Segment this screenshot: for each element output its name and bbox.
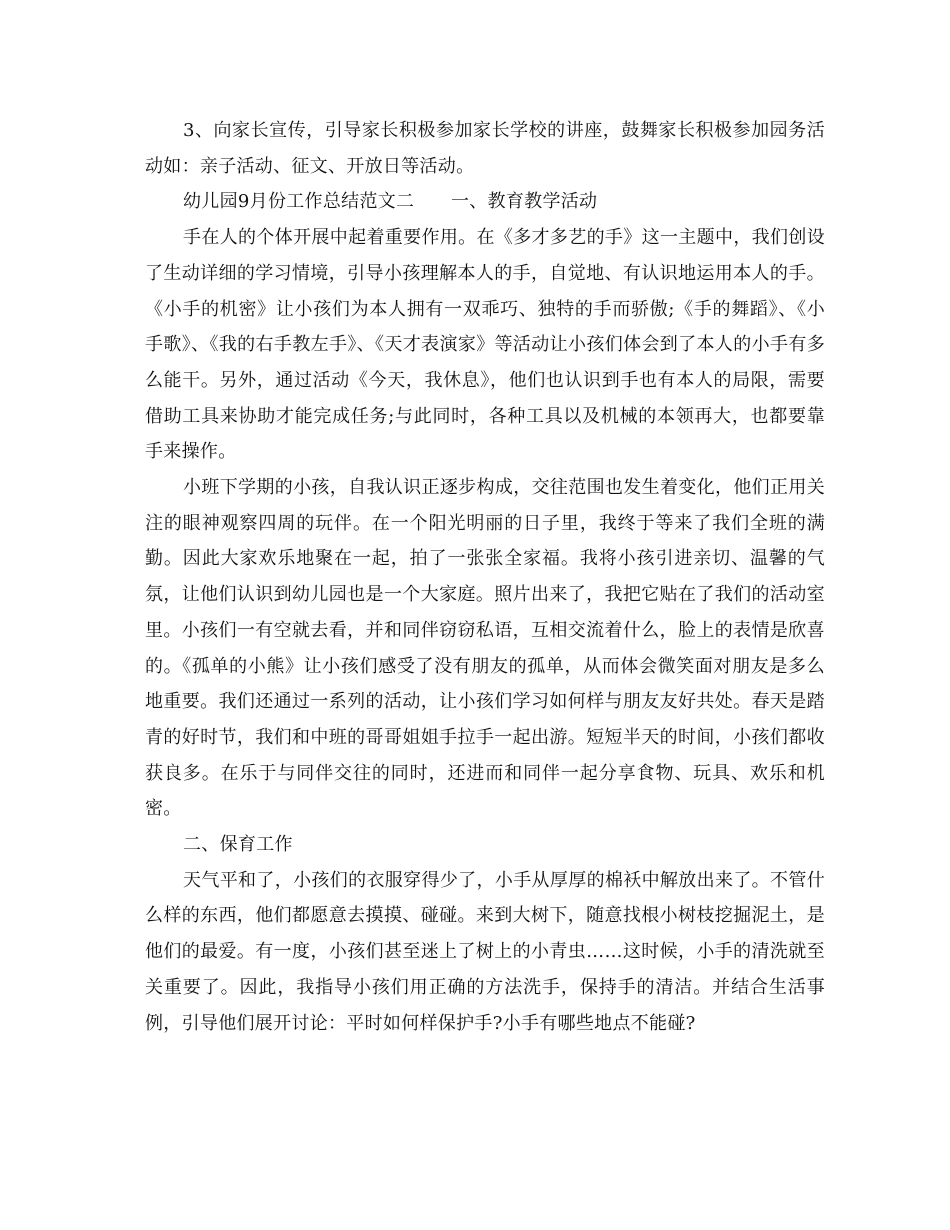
document-body — [145, 113, 825, 1041]
section-heading-summary-two: 幼儿园9月份工作总结范文二 一、教育教学活动 — [183, 191, 598, 213]
paragraph-hands-theme: 手在人的个体开展中起着重要作用。在《多才多艺的手》这一主题中，我们创设了生动详细的学习情境，引导小孩理解本人的手，自觉地、有认识地运用本人的手。《小手的机密》让小孩们为本人拥有一双乖巧、独特的手而骄傲;《手的舞蹈》、《小手歌》、《我的右手教左手》、《天才表演家》等活动让小孩们体会到了本人的小手有多么能干。另外，通过活动《今天，我休息》，他们也认识到手也有本人的局限，需要借助工具来协助才能完成任务;与此同时，各种工具以及机械的本领再大，也都要靠手来操作。 — [145, 227, 825, 463]
paragraph-hand-hygiene: 天气平和了，小孩们的衣服穿得少了，小手从厚厚的棉袄中解放出来了。不管什么样的东西，他们都愿意去摸摸、碰碰。来到大树下，随意找根小树枝挖掘泥土，是他们的最爱。有一度，小孩们甚至迷上了树上的小青虫……这时候，小手的清洗就至关重要了。因此，我指导小孩们用正确的方法洗手，保持手的清洁。并结合生活事例，引导他们展开讨论：平时如何样保护手?小手有哪些地点不能碰? — [145, 869, 825, 1034]
paragraph-parent-outreach: 3、向家长宣传，引导家长积极参加家长学校的讲座，鼓舞家长积极参加园务活动如：亲子活动、征文、开放日等活动。 — [145, 120, 825, 177]
paragraph-social-development: 小班下学期的小孩，自我认识正逐步构成，交往范围也发生着变化，他们正用关注的眼神观察四周的玩伴。在一个阳光明丽的日子里，我终于等来了我们全班的满勤。因此大家欢乐地聚在一起，拍了一张张全家福。我将小孩引进亲切、温馨的气氛，让他们认识到幼儿园也是一个大家庭。照片出来了，我把它贴在了我们的活动室里。小孩们一有空就去看，并和同伴窃窃私语，互相交流着什么，脸上的表情是欣喜的。《孤单的小熊》让小孩们感受了没有朋友的孤单，从而体会微笑面对朋友是多么地重要。我们还通过一系列的活动，让小孩们学习如何样与朋友友好共处。春天是踏青的好时节，我们和中班的哥哥姐姐手拉手一起出游。短短半天的时间，小孩们都收获良多。在乐于与同伴交往的同时，还进而和同伴一起分享食物、玩具、欢乐和机密。 — [145, 477, 825, 820]
section-heading-care-work: 二、保育工作 — [183, 834, 293, 856]
